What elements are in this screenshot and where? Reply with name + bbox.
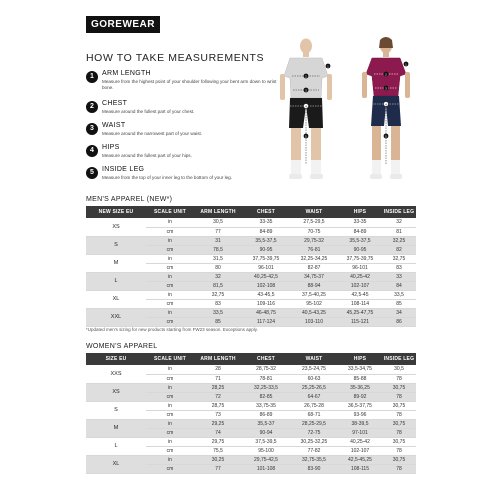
measurement-cell: 30,75: [382, 455, 416, 464]
measurement-cell: 30,75: [382, 383, 416, 392]
measurement-cell: 85: [382, 299, 416, 308]
measurement-step: [86, 144, 276, 168]
unit-cell: in: [146, 401, 194, 410]
column-header: WAIST: [290, 353, 338, 365]
women-section-title: WOMEN'S APPAREL: [86, 343, 158, 350]
measurement-cell: 35,5-37,5: [338, 236, 382, 245]
measurement-cell: 86: [382, 317, 416, 326]
svg-text:4: 4: [305, 104, 307, 109]
measurement-cell: 81: [382, 227, 416, 236]
measurement-cell: 90-95: [242, 245, 290, 254]
measurement-cell: 25,25-26,5: [290, 383, 338, 392]
unit-cell: cm: [146, 263, 194, 272]
size-label: M: [86, 254, 146, 272]
table-row: [86, 455, 416, 464]
measurement-cell: 34: [382, 308, 416, 317]
unit-cell: cm: [146, 446, 194, 455]
measurement-cell: 72: [194, 392, 242, 401]
table-row: [86, 308, 416, 317]
unit-cell: cm: [146, 464, 194, 473]
measurement-cell: 101-108: [242, 464, 290, 473]
measurement-cell: 26,75-28: [290, 401, 338, 410]
unit-cell: in: [146, 308, 194, 317]
step-description: Measure from the highest point of your shoulder following your bent arm down to wrist bone.: [102, 79, 277, 90]
step-title: ARM LENGTH: [102, 70, 151, 77]
measurement-cell: 75,5: [194, 446, 242, 455]
measurement-cell: 42,5-45,25: [338, 455, 382, 464]
measurement-cell: 88-94: [290, 281, 338, 290]
female-figure-illustration: [348, 36, 424, 186]
measurement-cell: 33,5: [194, 308, 242, 317]
measurement-cell: 30,25-32,25: [290, 437, 338, 446]
measurement-cell: 78: [382, 464, 416, 473]
measurement-cell: 97-101: [338, 428, 382, 437]
size-label: XXL: [86, 308, 146, 326]
unit-cell: in: [146, 290, 194, 299]
measurement-cell: 30,5: [194, 218, 242, 227]
measurement-cell: 84-89: [242, 227, 290, 236]
measurement-cell: 28,75: [194, 401, 242, 410]
measurement-cell: 90-95: [338, 245, 382, 254]
measurement-cell: 33,75-35: [242, 401, 290, 410]
column-header: WAIST: [290, 206, 338, 218]
svg-text:1: 1: [327, 64, 329, 69]
svg-text:3: 3: [305, 88, 307, 93]
measurement-cell: 40,25-42: [338, 272, 382, 281]
measurement-cell: 77: [194, 464, 242, 473]
measurement-cell: 73: [194, 410, 242, 419]
measurement-cell: 115-121: [338, 317, 382, 326]
svg-text:5: 5: [305, 134, 307, 139]
measurement-cell: 38-39,5: [338, 419, 382, 428]
measurement-cell: 78: [382, 374, 416, 383]
table-row: [86, 437, 416, 446]
svg-text:1: 1: [405, 62, 407, 67]
measurement-cell: 77-82: [290, 446, 338, 455]
measurement-cell: 27,5-29,5: [290, 218, 338, 227]
step-number-badge: 3: [86, 123, 98, 135]
size-label: XXS: [86, 365, 146, 383]
measurement-cell: 85: [194, 317, 242, 326]
step-title: INSIDE LEG: [102, 166, 145, 173]
measurement-cell: 103-110: [290, 317, 338, 326]
unit-cell: in: [146, 365, 194, 374]
measurement-cell: 84: [382, 281, 416, 290]
measurement-cell: 78: [382, 392, 416, 401]
measurement-cell: 30,25: [194, 455, 242, 464]
unit-cell: cm: [146, 428, 194, 437]
measurement-cell: 45,25-47,75: [338, 308, 382, 317]
measurement-cell: 108-114: [338, 299, 382, 308]
size-label: S: [86, 236, 146, 254]
unit-cell: in: [146, 254, 194, 263]
column-header: SIZE EU: [86, 353, 146, 365]
measurement-cell: 33-35: [338, 218, 382, 227]
measurement-cell: 95-100: [242, 446, 290, 455]
unit-cell: in: [146, 272, 194, 281]
measurement-cell: 36,5-37,75: [338, 401, 382, 410]
men-sizing-note: *Updated men's sizing for new products starting from FW23 season. Exceptions apply.: [86, 327, 258, 332]
table-row: [86, 383, 416, 392]
column-header: HIPS: [338, 206, 382, 218]
unit-cell: in: [146, 218, 194, 227]
step-number-badge: 4: [86, 145, 98, 157]
measurement-cell: 31: [194, 236, 242, 245]
measurement-cell: 70-75: [290, 227, 338, 236]
measurement-cell: 86-89: [242, 410, 290, 419]
column-header: SCALE UNIT: [146, 353, 194, 365]
svg-text:2: 2: [305, 74, 307, 79]
measurement-cell: 60-63: [290, 374, 338, 383]
table-row: [86, 365, 416, 374]
size-label: S: [86, 401, 146, 419]
measurement-cell: 40,25-42,5: [242, 272, 290, 281]
unit-cell: in: [146, 437, 194, 446]
measurement-cell: 102-107: [338, 446, 382, 455]
measurement-cell: 78: [382, 410, 416, 419]
svg-text:2: 2: [385, 72, 387, 77]
step-number-badge: 5: [86, 167, 98, 179]
measurement-cell: 32,75-35,5: [290, 455, 338, 464]
measurement-cell: 35,5-37,5: [242, 236, 290, 245]
measurement-cell: 84-89: [338, 227, 382, 236]
column-header: INSIDE LEG: [382, 206, 416, 218]
men-section-title: MEN'S APPAREL (NEW*): [86, 196, 173, 203]
measurement-cell: 28,25: [194, 383, 242, 392]
measurement-cell: 93-96: [338, 410, 382, 419]
measurement-cell: 37,5-39,5: [242, 437, 290, 446]
svg-text:4: 4: [385, 102, 387, 107]
table-row: [86, 272, 416, 281]
measurement-cell: 77: [194, 227, 242, 236]
measurement-cell: 37,75-39,75: [242, 254, 290, 263]
unit-cell: in: [146, 383, 194, 392]
unit-cell: cm: [146, 392, 194, 401]
women-size-table: [86, 353, 416, 474]
measurement-cell: 30,75: [382, 437, 416, 446]
column-header: SCALE UNIT: [146, 206, 194, 218]
measurement-step: [86, 122, 276, 146]
measurement-cell: 108-115: [338, 464, 382, 473]
measurement-cell: 33,5-34,75: [338, 365, 382, 374]
measurement-cell: 28,25-29,5: [290, 419, 338, 428]
unit-cell: cm: [146, 227, 194, 236]
measurement-cell: 32: [382, 218, 416, 227]
size-label: XL: [86, 290, 146, 308]
measurement-cell: 83: [194, 299, 242, 308]
unit-cell: cm: [146, 245, 194, 254]
measurement-cell: 29,75-32: [290, 236, 338, 245]
measurement-cell: 31,5: [194, 254, 242, 263]
table-row: [86, 290, 416, 299]
column-header: HIPS: [338, 353, 382, 365]
measurement-cell: 72-75: [290, 428, 338, 437]
step-title: WAIST: [102, 122, 126, 129]
measurement-cell: 35-36,25: [338, 383, 382, 392]
measurement-cell: 90-94: [242, 428, 290, 437]
measurement-cell: 42,5-45: [338, 290, 382, 299]
measurement-cell: 85-88: [338, 374, 382, 383]
measurement-cell: 76-81: [290, 245, 338, 254]
measurement-cell: 43-45,5: [242, 290, 290, 299]
size-label: M: [86, 419, 146, 437]
table-row: [86, 401, 416, 410]
men-size-table: [86, 206, 416, 327]
column-header: CHEST: [242, 353, 290, 365]
step-description: Measure from the top of your inner leg to the bottom of your leg.: [102, 175, 232, 180]
measurement-cell: 23,5-24,75: [290, 365, 338, 374]
measurement-cell: 46-48,75: [242, 308, 290, 317]
measurement-cell: 71: [194, 374, 242, 383]
measurement-cell: 37,5-40,25: [290, 290, 338, 299]
measurement-cell: 82-85: [242, 392, 290, 401]
table-row: [86, 236, 416, 245]
measurement-cell: 40,5-43,25: [290, 308, 338, 317]
column-header: ARM LENGTH: [194, 206, 242, 218]
measurement-cell: 83: [382, 263, 416, 272]
measurement-cell: 30,5: [382, 365, 416, 374]
measurement-cell: 83-90: [290, 464, 338, 473]
unit-cell: in: [146, 455, 194, 464]
measurement-cell: 82-87: [290, 263, 338, 272]
step-title: HIPS: [102, 144, 120, 151]
step-description: Measure around the narrowest part of your waist.: [102, 131, 203, 136]
column-header: INSIDE LEG: [382, 353, 416, 365]
svg-text:3: 3: [385, 86, 387, 91]
measurement-cell: 33-35: [242, 218, 290, 227]
table-row: [86, 419, 416, 428]
measurement-cell: 29,25: [194, 419, 242, 428]
measurement-cell: 68-71: [290, 410, 338, 419]
measurement-cell: 32,25: [382, 236, 416, 245]
measurement-cell: 81,5: [194, 281, 242, 290]
measurement-cell: 35,5-37: [242, 419, 290, 428]
unit-cell: cm: [146, 317, 194, 326]
size-label: L: [86, 272, 146, 290]
unit-cell: cm: [146, 299, 194, 308]
table-row: [86, 218, 416, 227]
measurement-cell: 40,25-42: [338, 437, 382, 446]
measurement-cell: 78: [382, 446, 416, 455]
measurement-cell: 74: [194, 428, 242, 437]
measurement-cell: 29,75-42,5: [242, 455, 290, 464]
measurement-cell: 78-81: [242, 374, 290, 383]
step-number-badge: 2: [86, 101, 98, 113]
measurement-cell: 78,5: [194, 245, 242, 254]
measurement-cell: 37,75-39,75: [338, 254, 382, 263]
step-description: Measure around the fullest part of your chest.: [102, 109, 195, 114]
measurement-cell: 109-116: [242, 299, 290, 308]
svg-text:5: 5: [385, 134, 387, 139]
measurement-cell: 30,75: [382, 419, 416, 428]
unit-cell: cm: [146, 410, 194, 419]
measurement-cell: 34,75-37: [290, 272, 338, 281]
measurement-step: [86, 100, 276, 124]
measurement-cell: 80: [194, 263, 242, 272]
measurement-cell: 33,5: [382, 290, 416, 299]
column-header: NEW SIZE EU: [86, 206, 146, 218]
measurement-cell: 78: [382, 428, 416, 437]
size-label: XS: [86, 383, 146, 401]
unit-cell: cm: [146, 374, 194, 383]
measurement-cell: 96-101: [338, 263, 382, 272]
measurement-cell: 117-124: [242, 317, 290, 326]
measurement-cell: 102-107: [338, 281, 382, 290]
unit-cell: in: [146, 236, 194, 245]
unit-cell: in: [146, 419, 194, 428]
measurement-cell: 95-102: [290, 299, 338, 308]
measurement-step: [86, 70, 276, 94]
step-description: Measure around the fullest part of your hips.: [102, 153, 192, 158]
measurement-cell: 82: [382, 245, 416, 254]
male-figure-illustration: [268, 36, 344, 186]
column-header: CHEST: [242, 206, 290, 218]
size-label: L: [86, 437, 146, 455]
table-row: [86, 254, 416, 263]
brand-logo: GOREWEAR: [86, 16, 160, 33]
measurements-title: HOW TO TAKE MEASUREMENTS: [86, 52, 265, 64]
measurement-cell: 32,25-34,25: [290, 254, 338, 263]
measurement-cell: 96-101: [242, 263, 290, 272]
measurement-cell: 32,75: [382, 254, 416, 263]
male-head: [300, 39, 312, 54]
size-label: XL: [86, 455, 146, 473]
measurement-cell: 28,75-32: [242, 365, 290, 374]
measurement-cell: 89-92: [338, 392, 382, 401]
measurement-cell: 29,75: [194, 437, 242, 446]
unit-cell: cm: [146, 281, 194, 290]
measurement-cell: 32,75: [194, 290, 242, 299]
column-header: ARM LENGTH: [194, 353, 242, 365]
measurement-cell: 30,75: [382, 401, 416, 410]
measurement-cell: 28: [194, 365, 242, 374]
measurement-cell: 64-67: [290, 392, 338, 401]
measurement-cell: 102-108: [242, 281, 290, 290]
measurement-cell: 33: [382, 272, 416, 281]
measurement-cell: 32: [194, 272, 242, 281]
size-label: XS: [86, 218, 146, 236]
step-number-badge: 1: [86, 71, 98, 83]
measurement-cell: 32,25-33,5: [242, 383, 290, 392]
measurement-step: [86, 166, 276, 190]
step-title: CHEST: [102, 100, 128, 107]
